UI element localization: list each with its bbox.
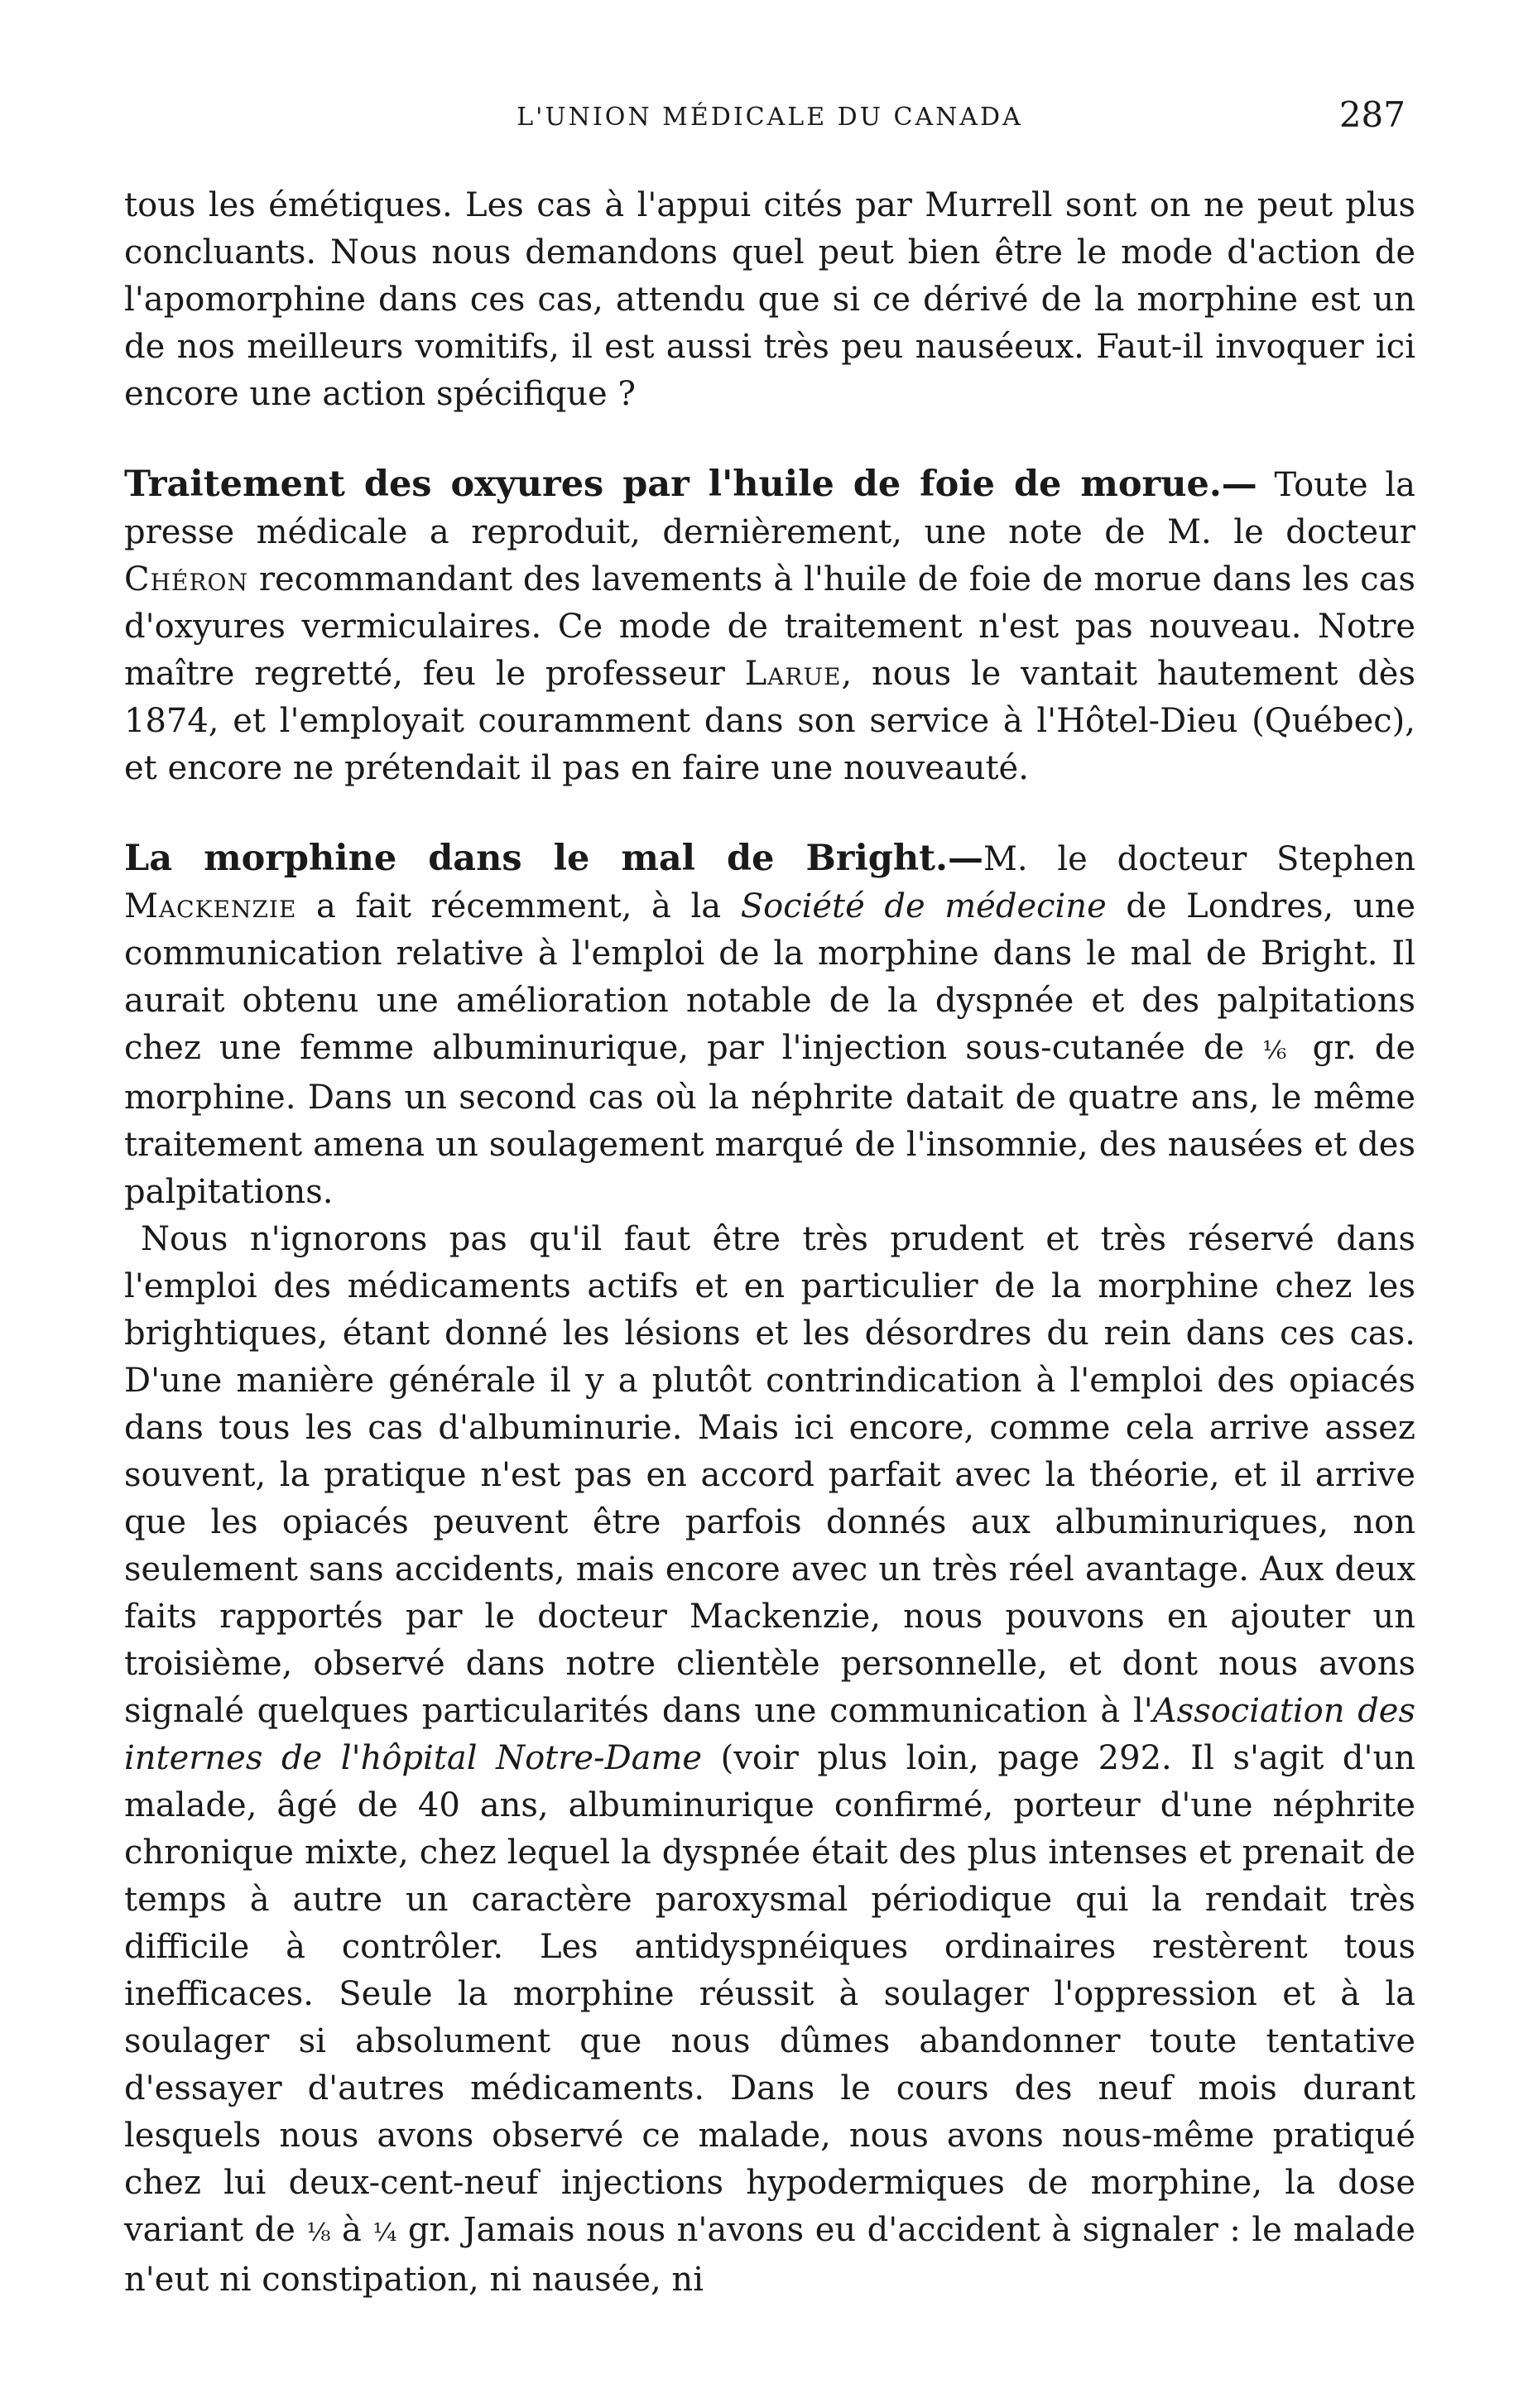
text-segment: Nous n'ignorons pas qu'il faut être très prudent et très réservé dans l'emploi des médicaments actifs et en particulier de la morphine chez les brightiques, étant donné les lésions et les désordres du rein dans ces cas. D'une manière générale il y a plutôt contrindication à l'emploi des opiacés dans tous les cas d'albuminurie. Mais ici encore, comme cela arrive assez souvent, la pratique n'est pas en accord parfait avec la théorie, et il arrive que les opiacés peuvent être parfois donnés aux albuminuriques, non seulement sans accidents, mais encore avec un très réel avantage. Aux deux faits rapportés par le docteur Mackenzie, nous pouvons en ajouter un troisième, observé dans notre clientèle personnelle, et dont nous avons signalé quelques particularités dans une communication à l' — [124, 1220, 1415, 1730]
text-segment: Toute la presse médicale a reproduit, dernièrement, une note de M. le docteur — [124, 466, 1416, 551]
text-segment: , nous le vantait hautement dès 1874, et l'employait couramment dans son service à l'Hôtel-Dieu (Québec), et encore ne prétendait il pas en faire une nouveauté. — [124, 655, 1415, 787]
section-oxyures-paragraph — [124, 461, 1415, 792]
text-segment: gr. de morphine. Dans un second cas où la néphrite datait de quatre ans, le même traitement amena un soulagement marqué de l'insomnie, des nausées et des palpitations. — [124, 1029, 1415, 1211]
page — [124, 91, 1415, 2304]
section-bright-title: La morphine dans le mal de Bright.— — [124, 838, 983, 879]
section-bright-paragraph-1 — [124, 835, 1415, 1216]
paragraph-apomorphine: tous les émétiques. Les cas à l'appui cités par Murrell sont on ne peut plus concluants. Nous nous demandons quel peut bien être le mode d'action de l'apomorphine dans ces cas, attendu que si ce dérivé de la morphine est un de nos meilleurs vomitifs, il est aussi très peu nauséeux. Faut-il invoquer ici encore une action spécifique ? — [124, 186, 1415, 413]
section-oxyures — [124, 461, 1415, 792]
society-name: Société de médecine — [740, 887, 1107, 925]
dose-fraction: ⅛ — [306, 2218, 331, 2247]
section-bright — [124, 835, 1415, 2304]
text-segment: recommandant des lavements à l'huile de foie de morue dans les cas d'oxyures vermiculaires. Ce mode de traitement n'est pas nouveau. Notre maître regretté, feu le professeur — [124, 560, 1415, 693]
dose-fraction: ¼ — [372, 2218, 397, 2247]
author-name-mackenzie: Mackenzie — [124, 887, 297, 925]
running-title: L'UNION MÉDICALE DU CANADA — [517, 103, 1023, 132]
dose-fraction: ⅙ — [1262, 1036, 1295, 1065]
section-oxyures-title: Traitement des oxyures par l'huile de foie de morue.— — [124, 464, 1257, 505]
text-segment: gr. Jamais nous n'avons eu d'accident à signaler : le malade n'eut ni constipation, ni nausée, ni — [124, 2211, 1416, 2299]
text-segment: à — [330, 2211, 373, 2249]
text-segment: a fait récemment, à la — [296, 887, 741, 925]
section-bright-paragraph-2 — [124, 1216, 1415, 2304]
text-segment: M. le docteur Stephen — [983, 840, 1416, 878]
text-segment: (voir plus loin, page 292. Il s'agit d'un malade, âgé de 40 ans, albuminurique confirmé, porteur d'une néphrite chronique mixte, chez lequel la dyspnée était des plus intenses et prenait de temps à autre un caractère paroxysmal périodique qui la rendait très difficile à contrôler. Les antidyspnéiques ordinaires restèrent tous inefficaces. Seule la morphine réussit à soulager l'oppression et à la soulager si absolument que nous dûmes abandonner toute tentative d'essayer d'autres médicaments. Dans le cours des neuf mois durant lesquels nous avons observé ce malade, nous avons nous-même pratiqué chez lui deux-cent-neuf injections hypodermiques de morphine, la dose variant de — [124, 1739, 1415, 2249]
author-name-larue: Larue — [744, 655, 842, 693]
text-segment: de Londres, une communication relative à l'emploi de la morphine dans le mal de Bright. Il aurait obtenu une amélioration notable de la dyspnée et des palpitations chez une femme albuminurique, par l'injection sous-cutanée de — [124, 887, 1416, 1067]
running-header — [124, 91, 1415, 149]
page-number: 287 — [1338, 94, 1405, 135]
association-name: Association des internes de l'hôpital Notre-Dame — [124, 1692, 1416, 1777]
author-name-cheron: Chéron — [124, 560, 248, 598]
